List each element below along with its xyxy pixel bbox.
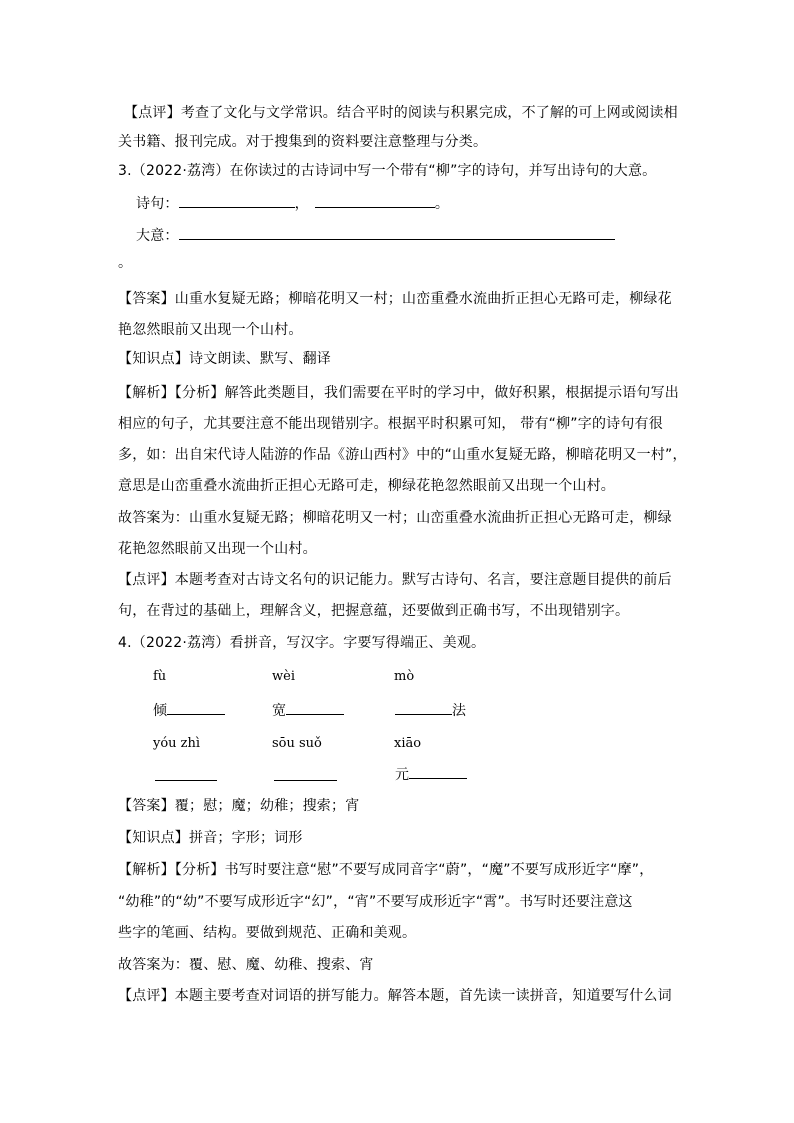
- item-youzhi: [155, 766, 217, 786]
- meaning-end: 。: [118, 255, 133, 271]
- q3-analysis-line1: 【解析】【分析】解答此类题目，我们需要在平时的学习中，做好积累，根据提示语句写出: [118, 385, 679, 401]
- poem-blank-1[interactable]: [179, 193, 295, 208]
- q4-answer: 【答案】覆；慰；魔；幼稚；搜索；宵: [118, 798, 360, 814]
- q3-final-line1: 故答案为：山重水复疑无路；柳暗花明又一村；山峦重叠水流曲折正担心无路可走，柳绿: [118, 510, 672, 526]
- meaning-blank[interactable]: [179, 225, 615, 240]
- poem-comma: ，: [294, 196, 309, 212]
- item-mo: [395, 700, 466, 720]
- prefix-yuan: 元: [395, 767, 409, 783]
- prefix-qing: 倾: [153, 703, 167, 719]
- q3-answer-line2: 艳忽然眼前又出现一个山村。: [118, 322, 303, 338]
- prefix-kuan: 宽: [272, 703, 286, 719]
- q3-meaning-row: [136, 225, 615, 245]
- meaning-label: 大意：: [136, 228, 179, 244]
- q4-analysis-line1: 【解析】【分析】书写时要注意“慰”不要写成同音字“蔚”，“魔”不要写成形近字“摩”，: [118, 862, 654, 878]
- q3-analysis-line4: 意思是山峦重叠水流曲折正担心无路可走，柳绿花艳忽然眼前又出现一个山村。: [118, 478, 615, 494]
- q4-comment-line1: 【点评】本题主要考查对词语的拼写能力。解答本题，首先读一读拼音，知道要写什么词: [118, 988, 672, 1004]
- q4-final: 故答案为：覆、慰、魔、幼稚、搜索、宵: [118, 957, 374, 973]
- blank-fu[interactable]: [167, 700, 225, 715]
- blank-mo[interactable]: [395, 700, 452, 715]
- q4-analysis-line3: 些字的笔画、结构。要做到规范、正确和美观。: [118, 925, 417, 941]
- q4-stem: 4.（2022·荔湾）看拼音，写汉字。字要写得端正、美观。: [118, 635, 486, 651]
- q3-analysis-line2: 相应的句子，尤其要注意不能出现错别字。根据平时积累可知， 带有“柳”字的诗句有很: [118, 416, 663, 432]
- q3-stem: 3.（2022·荔湾）在你读过的古诗词中写一个带有“柳”字的诗句，并写出诗句的大意。: [118, 163, 657, 179]
- q3-knowledge: 【知识点】诗文朗读、默写、翻译: [118, 351, 331, 367]
- q3-answer-line1: 【答案】山重水复疑无路；柳暗花明又一村；山峦重叠水流曲折正担心无路可走，柳绿花: [118, 291, 672, 307]
- item-fu: [153, 700, 225, 720]
- q3-final-line2: 花艳忽然眼前又出现一个山村。: [118, 541, 317, 557]
- suffix-fa: 法: [452, 703, 466, 719]
- q3-analysis-line3: 多，如：出自宋代诗人陆游的作品《游山西村》中的“山重水复疑无路，柳暗花明又一村”，: [118, 447, 687, 463]
- blank-wei[interactable]: [286, 700, 344, 715]
- pinyin-mo: mò: [394, 669, 415, 684]
- blank-xiao[interactable]: [409, 764, 467, 779]
- blank-youzhi[interactable]: [155, 766, 217, 781]
- q4-analysis-line2: “幼稚”的“幼”不要写成形近字“幻”，“宵”不要写成形近字“霄”。书写时还要注意这: [118, 894, 633, 910]
- item-xiao: [395, 764, 467, 784]
- pinyin-sousuo: sōu suǒ: [272, 736, 322, 751]
- item-sousuo: [274, 766, 337, 786]
- pinyin-wei: wèi: [272, 669, 295, 684]
- poem-label: 诗句：: [136, 196, 179, 212]
- pinyin-xiao: xiāo: [394, 736, 422, 751]
- pinyin-fu: fù: [153, 669, 167, 684]
- pinyin-youzhi: yóu zhì: [153, 736, 201, 751]
- q2-comment-line2: 关书籍、报刊完成。对于搜集到的资料要注意整理与分类。: [118, 134, 488, 150]
- q4-knowledge: 【知识点】拼音；字形；词形: [118, 830, 303, 846]
- blank-sousuo[interactable]: [274, 766, 337, 781]
- q3-comment-line2: 句，在背过的基础上，理解含义，把握意蕴，还要做到正确书写，不出现错别字。: [118, 603, 630, 619]
- q3-comment-line1: 【点评】本题考查对古诗文名句的识记能力。默写古诗句、名言，要注意题目提供的前后: [118, 572, 672, 588]
- q2-comment-line1: 【点评】考查了文化与文学常识。结合平时的阅读与积累完成，不了解的可上网或阅读相: [124, 105, 678, 121]
- poem-blank-2[interactable]: [315, 193, 435, 208]
- item-wei: [272, 700, 344, 720]
- q3-poem-row: [136, 193, 449, 213]
- poem-period: 。: [434, 196, 450, 212]
